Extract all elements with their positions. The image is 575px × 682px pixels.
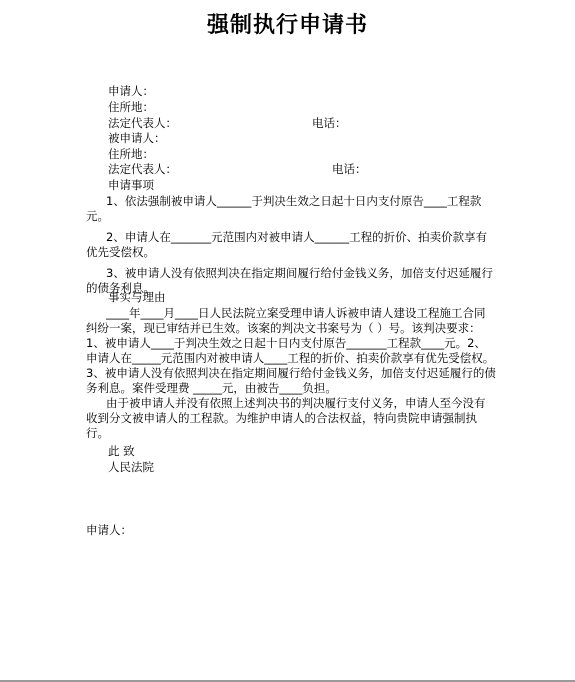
reason-paragraph: 由于被申请人并没有依照上述判决书的判决履行支付义务，申请人至今没有收到分文被申请人的工程款。为维护申请人的合法权益，特向贵院申请强制执行。 bbox=[86, 396, 486, 440]
respondent-phone-label: 电话： bbox=[332, 162, 367, 176]
applicant-phone-label: 电话： bbox=[312, 116, 347, 130]
respondent-label: 被申请人： bbox=[108, 131, 166, 145]
closing-text: 此 致 bbox=[108, 444, 135, 458]
facts-section bbox=[86, 306, 496, 441]
respondent-legal-rep-label: 法定代表人： bbox=[108, 162, 177, 176]
matter-item: 3、被申请人没有依照判决在指定期间履行给付金钱义务，加倍支付迟延履行的债务利息。 bbox=[86, 266, 493, 295]
court-name: 人民法院 bbox=[108, 460, 154, 474]
respondent-address-label: 住所地： bbox=[108, 147, 154, 161]
signature-label: 申请人： bbox=[86, 523, 132, 537]
applicant-legal-rep-label: 法定代表人： bbox=[108, 116, 177, 130]
applicant-address-label: 住所地： bbox=[108, 100, 154, 114]
matters-list bbox=[86, 194, 496, 296]
facts-heading: 事实与理由 bbox=[108, 290, 166, 304]
matter-item: 1、依法强制被申请人______于判决生效之日起十日内支付原告____工程款元。 bbox=[86, 194, 482, 223]
matters-heading: 申请事项 bbox=[108, 178, 154, 192]
document-title: 强制执行申请书 bbox=[206, 12, 368, 38]
matter-item: 2、申请人在_______元范围内对被申请人______工程的折价、拍卖价款享有优先受偿权。 bbox=[86, 230, 488, 259]
applicant-label: 申请人： bbox=[108, 84, 154, 98]
facts-paragraph: ____年____月____日人民法院立案受理申请人诉被申请人建设工程施工合同纠纷一案，现已审结并已生效。该案的判决文书案号为（ ）号。该判决要求：1、被申请人____于判决生效之日起十日内支付原告_______工程款____元。2、申请人在_____元范围内对被申请人____工程的折价、拍卖价款享有优先受偿权。3、被申请人没有依照判决在指定期间履行给付金钱义务，加倍支付迟延履行的债务利息。案件受理费 _____元，由被告____负担。 bbox=[86, 306, 496, 395]
